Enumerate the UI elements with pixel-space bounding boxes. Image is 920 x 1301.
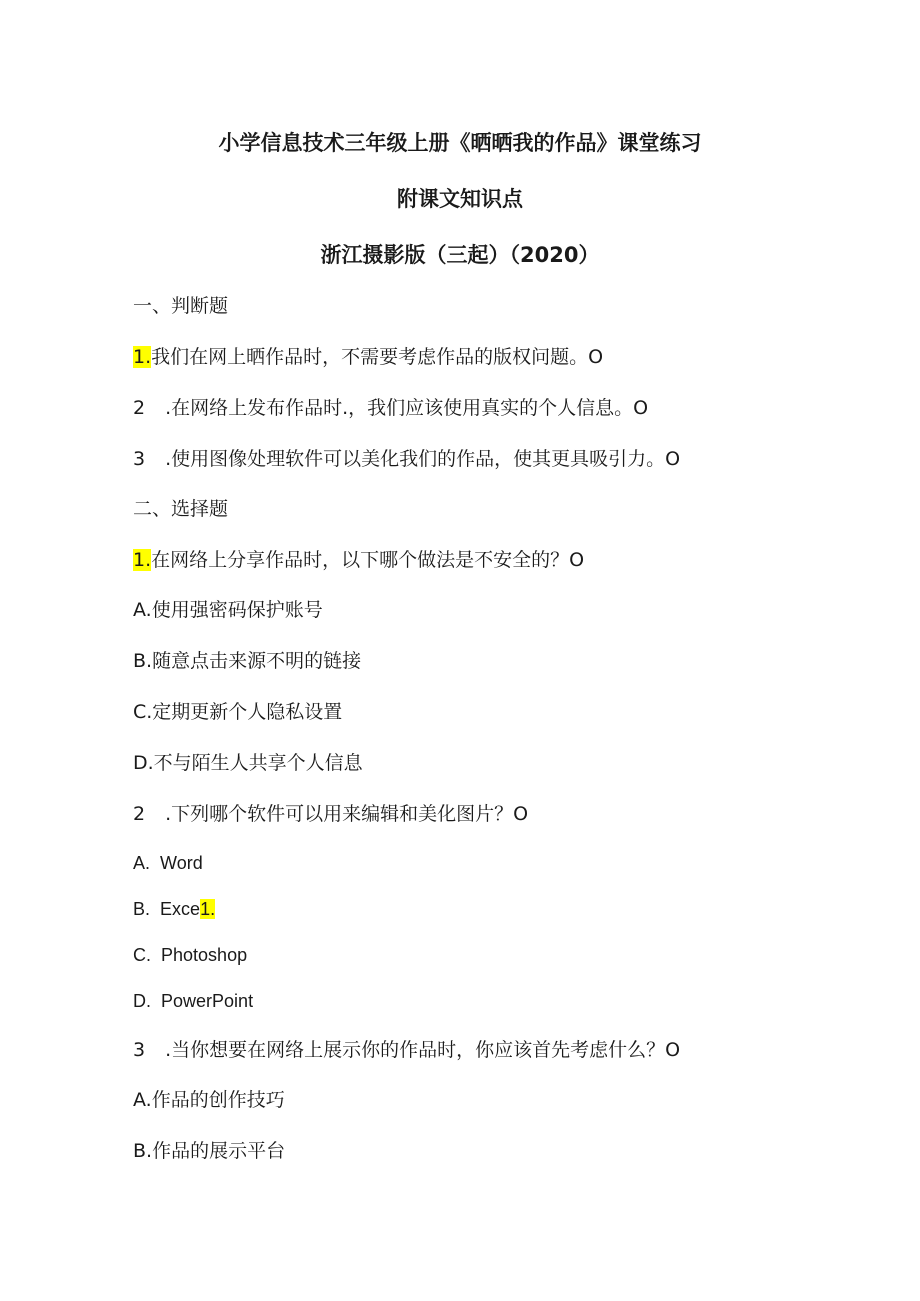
question-text: .下列哪个软件可以用来编辑和美化图片？O [165,803,529,825]
option-c: C.定期更新个人隐私设置 [133,701,343,723]
question-number: 2 [133,803,146,825]
doc-subtitle: 附课文知识点 [397,187,523,211]
option-text: Word [160,853,203,873]
option-d: D.不与陌生人共享个人信息 [133,752,363,774]
doc-title: 小学信息技术三年级上册《晒晒我的作品》课堂练习 [218,131,702,155]
option-d [133,989,253,1013]
judgment-question-2 [133,396,648,420]
option-a: A.使用强密码保护账号 [133,599,323,621]
question-number: 2 [133,397,146,419]
option-letter: D. [133,991,151,1011]
option-letter: B. [133,899,151,919]
highlighted-fragment: 1. [200,899,216,919]
question-text: .在网络上发布作品时.，我们应该使用真实的个人信息。O [165,397,649,419]
choice-question-3 [133,1038,680,1062]
option-letter: C. [133,945,151,965]
option-b [133,897,215,921]
choice-question-2 [133,802,528,826]
question-text: 在网络上分享作品时，以下哪个做法是不安全的？O [151,549,585,571]
option-c [133,943,247,967]
question-number: 1. [133,346,152,368]
option-letter: A. [133,853,151,873]
doc-edition: 浙江摄影版（三起）（2020） [320,243,600,267]
question-number: 3 [133,448,146,470]
option-b: B.作品的展示平台 [133,1140,286,1162]
choice-question-1 [133,548,584,572]
section-heading-choice: 二、选择题 [133,498,229,520]
option-b: B.随意点击来源不明的链接 [133,650,362,672]
judgment-question-3 [133,447,680,471]
question-number: 3 [133,1039,146,1061]
option-a: A.作品的创作技巧 [133,1089,285,1111]
section-heading-judgment: 一、判断题 [133,295,229,317]
judgment-question-1 [133,345,603,369]
question-text: 我们在网上晒作品时，不需要考虑作品的版权问题。O [151,346,604,368]
question-number: 1. [133,549,152,571]
question-text: .使用图像处理软件可以美化我们的作品，使其更具吸引力。O [165,448,681,470]
option-text: PowerPoint [161,991,254,1011]
option-text: Exce [160,899,201,919]
question-text: .当你想要在网络上展示你的作品时，你应该首先考虑什么？O [165,1039,681,1061]
option-a [133,851,203,875]
option-text: Photoshop [161,945,248,965]
